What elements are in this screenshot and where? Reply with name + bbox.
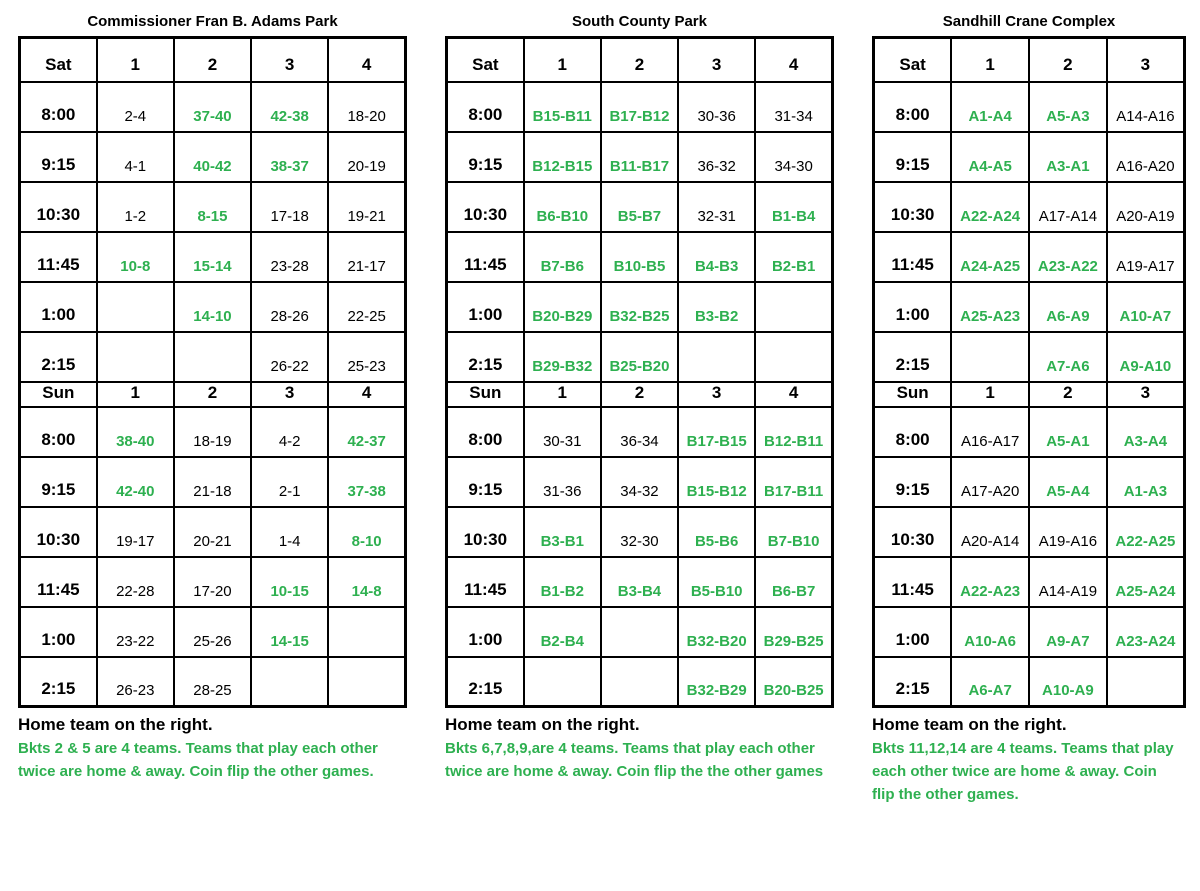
schedule-row bbox=[874, 182, 1185, 232]
empty-cell bbox=[524, 657, 601, 707]
time-cell: 8:00 bbox=[20, 82, 97, 132]
game-cell: B3-B1 bbox=[524, 507, 601, 557]
game-cell: B12-B11 bbox=[755, 407, 832, 457]
time-cell: 1:00 bbox=[874, 607, 952, 657]
sunday-header-row bbox=[447, 382, 833, 407]
schedule-row bbox=[874, 282, 1185, 332]
schedule-row bbox=[20, 332, 406, 382]
schedule-row bbox=[447, 82, 833, 132]
time-cell: 11:45 bbox=[20, 232, 97, 282]
time-cell: 10:30 bbox=[874, 507, 952, 557]
game-cell: 37-38 bbox=[328, 457, 405, 507]
game-cell: B12-B15 bbox=[524, 132, 601, 182]
game-cell: 14-15 bbox=[251, 607, 328, 657]
time-cell: 10:30 bbox=[447, 182, 524, 232]
time-cell: 10:30 bbox=[20, 182, 97, 232]
game-cell: B5-B10 bbox=[678, 557, 755, 607]
empty-cell bbox=[328, 657, 405, 707]
game-cell: 15-14 bbox=[174, 232, 251, 282]
game-cell: 31-36 bbox=[524, 457, 601, 507]
game-cell: B2-B4 bbox=[524, 607, 601, 657]
schedule-row bbox=[20, 657, 406, 707]
game-cell: 26-22 bbox=[251, 332, 328, 382]
empty-cell bbox=[951, 332, 1029, 382]
footer-home-team-note: Home team on the right. bbox=[872, 715, 1067, 734]
schedule-row bbox=[874, 132, 1185, 182]
game-cell: A1-A3 bbox=[1107, 457, 1185, 507]
schedule-row bbox=[874, 82, 1185, 132]
field-header-cell: 3 bbox=[678, 38, 755, 82]
time-cell: 8:00 bbox=[447, 407, 524, 457]
game-cell: 4-2 bbox=[251, 407, 328, 457]
game-cell: A23-A22 bbox=[1029, 232, 1107, 282]
field-header-cell: 1 bbox=[97, 382, 174, 407]
game-cell: A3-A4 bbox=[1107, 407, 1185, 457]
schedule-table-body bbox=[20, 38, 406, 707]
schedule-row bbox=[20, 607, 406, 657]
footer-bracket-note-line: Bkts 6,7,8,9,are 4 teams. Teams that play each other bbox=[445, 740, 815, 757]
day-header-cell: Sat bbox=[447, 38, 524, 82]
game-cell: B17-B15 bbox=[678, 407, 755, 457]
game-cell: B15-B12 bbox=[678, 457, 755, 507]
saturday-header-row bbox=[20, 38, 406, 82]
field-header-cell: 1 bbox=[97, 38, 174, 82]
footer-home-team-note: Home team on the right. bbox=[18, 715, 213, 734]
game-cell: 21-17 bbox=[328, 232, 405, 282]
schedule-row bbox=[20, 282, 406, 332]
game-cell: 8-10 bbox=[328, 507, 405, 557]
empty-cell bbox=[755, 282, 832, 332]
schedule-row bbox=[447, 457, 833, 507]
game-cell: A20-A14 bbox=[951, 507, 1029, 557]
footer-bracket-note-line: twice are home & away. Coin flip the the other games bbox=[445, 763, 824, 780]
footer-bracket-note-line: Bkts 2 & 5 are 4 teams. Teams that play each other bbox=[18, 740, 378, 757]
game-cell: 30-31 bbox=[524, 407, 601, 457]
schedule-row bbox=[874, 507, 1185, 557]
time-cell: 2:15 bbox=[447, 332, 524, 382]
game-cell: B29-B32 bbox=[524, 332, 601, 382]
game-cell: B4-B3 bbox=[678, 232, 755, 282]
time-cell: 1:00 bbox=[20, 282, 97, 332]
game-cell: B5-B6 bbox=[678, 507, 755, 557]
game-cell: A10-A7 bbox=[1107, 282, 1185, 332]
game-cell: 25-23 bbox=[328, 332, 405, 382]
empty-cell bbox=[174, 332, 251, 382]
game-cell: 42-37 bbox=[328, 407, 405, 457]
schedule-row bbox=[20, 557, 406, 607]
schedule-row bbox=[874, 232, 1185, 282]
game-cell: 28-25 bbox=[174, 657, 251, 707]
schedule-row bbox=[20, 507, 406, 557]
game-cell: 22-28 bbox=[97, 557, 174, 607]
schedule-table bbox=[18, 36, 407, 708]
game-cell: 36-34 bbox=[601, 407, 678, 457]
game-cell: 8-15 bbox=[174, 182, 251, 232]
game-cell: A3-A1 bbox=[1029, 132, 1107, 182]
schedule-row bbox=[874, 557, 1185, 607]
game-cell: B17-B11 bbox=[755, 457, 832, 507]
game-cell: 38-40 bbox=[97, 407, 174, 457]
time-cell: 11:45 bbox=[874, 232, 952, 282]
game-cell: B29-B25 bbox=[755, 607, 832, 657]
empty-cell bbox=[97, 332, 174, 382]
schedule-table bbox=[872, 36, 1186, 708]
game-cell: A14-A16 bbox=[1107, 82, 1185, 132]
field-header-cell: 3 bbox=[1107, 382, 1185, 407]
game-cell: A22-A24 bbox=[951, 182, 1029, 232]
field-header-cell: 1 bbox=[524, 382, 601, 407]
empty-cell bbox=[601, 657, 678, 707]
field-header-cell: 4 bbox=[755, 382, 832, 407]
game-cell: 19-17 bbox=[97, 507, 174, 557]
time-cell: 8:00 bbox=[20, 407, 97, 457]
schedule-row bbox=[874, 607, 1185, 657]
sunday-header-row bbox=[20, 382, 406, 407]
game-cell: A16-A20 bbox=[1107, 132, 1185, 182]
game-cell: 34-30 bbox=[755, 132, 832, 182]
schedule-row bbox=[447, 407, 833, 457]
game-cell: B1-B4 bbox=[755, 182, 832, 232]
schedule-row bbox=[447, 182, 833, 232]
game-cell: A16-A17 bbox=[951, 407, 1029, 457]
field-header-cell: 1 bbox=[524, 38, 601, 82]
park-section bbox=[872, 10, 1186, 806]
footer-bracket-note-line: flip the other games. bbox=[872, 786, 1019, 803]
game-cell: B20-B25 bbox=[755, 657, 832, 707]
schedule-row bbox=[20, 407, 406, 457]
game-cell: B3-B4 bbox=[601, 557, 678, 607]
time-cell: 2:15 bbox=[447, 657, 524, 707]
table-title: Sandhill Crane Complex bbox=[942, 13, 1116, 30]
game-cell: A5-A1 bbox=[1029, 407, 1107, 457]
game-cell: A22-A23 bbox=[951, 557, 1029, 607]
schedule-row bbox=[874, 332, 1185, 382]
game-cell: 32-31 bbox=[678, 182, 755, 232]
empty-cell bbox=[1107, 657, 1185, 707]
field-header-cell: 3 bbox=[251, 382, 328, 407]
game-cell: 42-40 bbox=[97, 457, 174, 507]
footer-bracket-note-line: each other twice are home & away. Coin bbox=[872, 763, 1157, 780]
game-cell: 17-18 bbox=[251, 182, 328, 232]
game-cell: A19-A16 bbox=[1029, 507, 1107, 557]
game-cell: 42-38 bbox=[251, 82, 328, 132]
table-title: Commissioner Fran B. Adams Park bbox=[87, 13, 338, 30]
game-cell: 14-8 bbox=[328, 557, 405, 607]
time-cell: 1:00 bbox=[20, 607, 97, 657]
game-cell: A25-A24 bbox=[1107, 557, 1185, 607]
game-cell: 36-32 bbox=[678, 132, 755, 182]
park-section bbox=[18, 10, 407, 783]
game-cell: B7-B6 bbox=[524, 232, 601, 282]
field-header-cell: 4 bbox=[328, 382, 405, 407]
schedule-row bbox=[874, 407, 1185, 457]
game-cell: A10-A6 bbox=[951, 607, 1029, 657]
time-cell: 9:15 bbox=[20, 132, 97, 182]
field-header-cell: 3 bbox=[1107, 38, 1185, 82]
game-cell: A4-A5 bbox=[951, 132, 1029, 182]
game-cell: 14-10 bbox=[174, 282, 251, 332]
day-header-cell: Sat bbox=[20, 38, 97, 82]
game-cell: 37-40 bbox=[174, 82, 251, 132]
time-cell: 2:15 bbox=[874, 657, 952, 707]
field-header-cell: 4 bbox=[755, 38, 832, 82]
time-cell: 9:15 bbox=[874, 132, 952, 182]
footer-bracket-note-line: twice are home & away. Coin flip the other games. bbox=[18, 763, 374, 780]
footer-bracket-note bbox=[445, 737, 834, 783]
sunday-header-row bbox=[874, 382, 1185, 407]
time-cell: 8:00 bbox=[447, 82, 524, 132]
game-cell: 20-21 bbox=[174, 507, 251, 557]
footer-bracket-note bbox=[18, 737, 407, 783]
schedule-row bbox=[447, 282, 833, 332]
empty-cell bbox=[251, 657, 328, 707]
schedule-table bbox=[445, 36, 834, 708]
time-cell: 2:15 bbox=[874, 332, 952, 382]
game-cell: A17-A14 bbox=[1029, 182, 1107, 232]
field-header-cell: 2 bbox=[1029, 38, 1107, 82]
game-cell: B3-B2 bbox=[678, 282, 755, 332]
game-cell: 10-8 bbox=[97, 232, 174, 282]
game-cell: A1-A4 bbox=[951, 82, 1029, 132]
game-cell: A17-A20 bbox=[951, 457, 1029, 507]
game-cell: A25-A23 bbox=[951, 282, 1029, 332]
game-cell: 38-37 bbox=[251, 132, 328, 182]
schedule-row bbox=[20, 182, 406, 232]
field-header-cell: 2 bbox=[1029, 382, 1107, 407]
time-cell: 11:45 bbox=[447, 232, 524, 282]
schedule-row bbox=[874, 457, 1185, 507]
game-cell: 20-19 bbox=[328, 132, 405, 182]
game-cell: 28-26 bbox=[251, 282, 328, 332]
game-cell: B2-B1 bbox=[755, 232, 832, 282]
day-header-cell: Sun bbox=[874, 382, 952, 407]
game-cell: B32-B20 bbox=[678, 607, 755, 657]
game-cell: B7-B10 bbox=[755, 507, 832, 557]
game-cell: B25-B20 bbox=[601, 332, 678, 382]
empty-cell bbox=[601, 607, 678, 657]
game-cell: 25-26 bbox=[174, 607, 251, 657]
game-cell: 10-15 bbox=[251, 557, 328, 607]
game-cell: 21-18 bbox=[174, 457, 251, 507]
game-cell: A5-A4 bbox=[1029, 457, 1107, 507]
game-cell: A6-A9 bbox=[1029, 282, 1107, 332]
day-header-cell: Sun bbox=[447, 382, 524, 407]
field-header-cell: 3 bbox=[251, 38, 328, 82]
schedule-row bbox=[874, 657, 1185, 707]
time-cell: 2:15 bbox=[20, 657, 97, 707]
game-cell: A14-A19 bbox=[1029, 557, 1107, 607]
game-cell: 31-34 bbox=[755, 82, 832, 132]
field-header-cell: 2 bbox=[601, 38, 678, 82]
schedule-row bbox=[447, 607, 833, 657]
footer-bracket-note bbox=[872, 737, 1186, 806]
field-header-cell: 2 bbox=[174, 382, 251, 407]
empty-cell bbox=[678, 332, 755, 382]
game-cell: A5-A3 bbox=[1029, 82, 1107, 132]
schedule-row bbox=[20, 232, 406, 282]
time-cell: 8:00 bbox=[874, 407, 952, 457]
game-cell: A6-A7 bbox=[951, 657, 1029, 707]
game-cell: 23-22 bbox=[97, 607, 174, 657]
game-cell: B6-B10 bbox=[524, 182, 601, 232]
game-cell: 40-42 bbox=[174, 132, 251, 182]
schedule-row bbox=[447, 132, 833, 182]
field-header-cell: 1 bbox=[951, 382, 1029, 407]
empty-cell bbox=[97, 282, 174, 332]
game-cell: 26-23 bbox=[97, 657, 174, 707]
day-header-cell: Sat bbox=[874, 38, 952, 82]
field-header-cell: 4 bbox=[328, 38, 405, 82]
schedule-row bbox=[20, 132, 406, 182]
game-cell: 30-36 bbox=[678, 82, 755, 132]
time-cell: 11:45 bbox=[447, 557, 524, 607]
game-cell: 18-20 bbox=[328, 82, 405, 132]
schedule-row bbox=[447, 332, 833, 382]
game-cell: A7-A6 bbox=[1029, 332, 1107, 382]
schedule-row bbox=[20, 82, 406, 132]
schedule-row bbox=[447, 232, 833, 282]
field-header-cell: 1 bbox=[951, 38, 1029, 82]
game-cell: B10-B5 bbox=[601, 232, 678, 282]
field-header-cell: 3 bbox=[678, 382, 755, 407]
game-cell: 19-21 bbox=[328, 182, 405, 232]
game-cell: A10-A9 bbox=[1029, 657, 1107, 707]
saturday-header-row bbox=[874, 38, 1185, 82]
game-cell: B11-B17 bbox=[601, 132, 678, 182]
empty-cell bbox=[328, 607, 405, 657]
game-cell: A20-A19 bbox=[1107, 182, 1185, 232]
game-cell: A9-A10 bbox=[1107, 332, 1185, 382]
game-cell: A22-A25 bbox=[1107, 507, 1185, 557]
table-title: South County Park bbox=[571, 13, 707, 30]
time-cell: 11:45 bbox=[874, 557, 952, 607]
game-cell: B20-B29 bbox=[524, 282, 601, 332]
game-cell: 1-4 bbox=[251, 507, 328, 557]
game-cell: 34-32 bbox=[601, 457, 678, 507]
game-cell: 2-4 bbox=[97, 82, 174, 132]
schedule-row bbox=[20, 457, 406, 507]
time-cell: 10:30 bbox=[874, 182, 952, 232]
game-cell: 18-19 bbox=[174, 407, 251, 457]
time-cell: 8:00 bbox=[874, 82, 952, 132]
game-cell: 32-30 bbox=[601, 507, 678, 557]
game-cell: A23-A24 bbox=[1107, 607, 1185, 657]
game-cell: B17-B12 bbox=[601, 82, 678, 132]
game-cell: B15-B11 bbox=[524, 82, 601, 132]
schedule-row bbox=[447, 507, 833, 557]
field-header-cell: 2 bbox=[174, 38, 251, 82]
game-cell: B5-B7 bbox=[601, 182, 678, 232]
footer-home-team-note: Home team on the right. bbox=[445, 715, 640, 734]
schedule-row bbox=[447, 557, 833, 607]
schedule-table-body bbox=[874, 38, 1185, 707]
time-cell: 2:15 bbox=[20, 332, 97, 382]
park-section bbox=[445, 10, 834, 783]
game-cell: 17-20 bbox=[174, 557, 251, 607]
time-cell: 9:15 bbox=[447, 132, 524, 182]
saturday-header-row bbox=[447, 38, 833, 82]
game-cell: B1-B2 bbox=[524, 557, 601, 607]
time-cell: 11:45 bbox=[20, 557, 97, 607]
day-header-cell: Sun bbox=[20, 382, 97, 407]
time-cell: 1:00 bbox=[447, 607, 524, 657]
time-cell: 10:30 bbox=[20, 507, 97, 557]
footer-bracket-note-line: Bkts 11,12,14 are 4 teams. Teams that play bbox=[872, 740, 1174, 757]
game-cell: B32-B25 bbox=[601, 282, 678, 332]
time-cell: 10:30 bbox=[447, 507, 524, 557]
schedule-row bbox=[447, 657, 833, 707]
time-cell: 9:15 bbox=[20, 457, 97, 507]
time-cell: 1:00 bbox=[447, 282, 524, 332]
game-cell: B6-B7 bbox=[755, 557, 832, 607]
time-cell: 1:00 bbox=[874, 282, 952, 332]
schedule-table-body bbox=[447, 38, 833, 707]
game-cell: A9-A7 bbox=[1029, 607, 1107, 657]
game-cell: 23-28 bbox=[251, 232, 328, 282]
game-cell: 22-25 bbox=[328, 282, 405, 332]
game-cell: 1-2 bbox=[97, 182, 174, 232]
empty-cell bbox=[755, 332, 832, 382]
game-cell: 2-1 bbox=[251, 457, 328, 507]
time-cell: 9:15 bbox=[447, 457, 524, 507]
field-header-cell: 2 bbox=[601, 382, 678, 407]
game-cell: A19-A17 bbox=[1107, 232, 1185, 282]
game-cell: 4-1 bbox=[97, 132, 174, 182]
game-cell: A24-A25 bbox=[951, 232, 1029, 282]
game-cell: B32-B29 bbox=[678, 657, 755, 707]
time-cell: 9:15 bbox=[874, 457, 952, 507]
